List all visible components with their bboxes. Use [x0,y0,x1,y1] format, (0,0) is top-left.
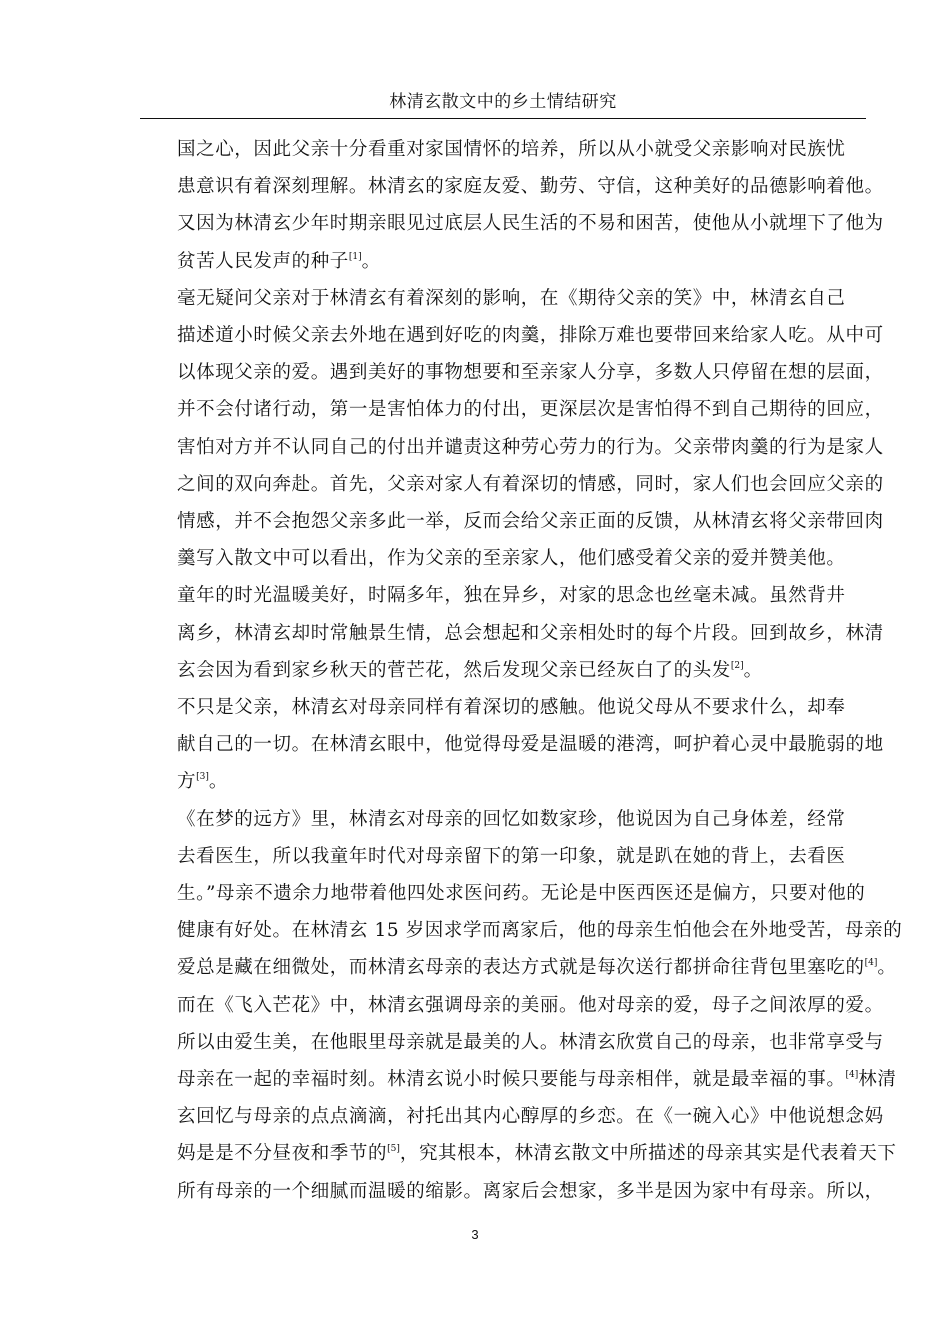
text-line: 而在《飞入芒花》中，林清玄强调母亲的美丽。他对母亲的爱，母子之间浓厚的爱。 [177,994,884,1016]
text-line: 患意识有着深刻理解。林清玄的家庭友爱、勤劳、守信，这种美好的品德影响着他。 [177,176,884,198]
text-line: 所有母亲的一个细腻而温暖的缩影。离家后会想家，多半是因为家中有母亲。所以， [177,1180,884,1202]
text-line: 健康有好处。在林清玄 15 岁因求学而离家后，他的母亲生怕他会在外地受苦，母亲的 [177,920,903,942]
text-line: 玄回忆与母亲的点点滴滴，衬托出其内心醇厚的乡恋。在《一碗入心》中他说想念妈 [177,1106,884,1128]
citation-marker: [1] [348,251,362,262]
text-line: 《在梦的远方》里，林清玄对母亲的回忆如数家珍，他说因为自己身体差，经常 [177,808,846,830]
citation-marker: [5] [387,1144,400,1155]
paragraph [140,801,903,1210]
text-line: 以体现父亲的爱。遇到美好的事物想要和至亲家人分享，多数人只停留在想的层面， [177,362,884,384]
text-line: 玄会因为看到家乡秋天的菅芒花，然后发现父亲已经灰白了的头发[2]。 [177,659,763,681]
page-number: 3 [471,1227,479,1242]
text-line: 描述道小时候父亲去外地在遇到好吃的肉羹，排除万难也要带回来给家人吃。从中可 [177,325,884,347]
text-line: 羹写入散文中可以看出，作为父亲的至亲家人，他们感受着父亲的爱并赞美他。 [177,548,846,570]
text-line: 童年的时光温暖美好，时隔多年，独在异乡，对家的思念也丝毫未减。虽然背井 [177,585,846,607]
paragraph [140,689,884,801]
header-rule [140,118,866,119]
text-line: 所以由爱生美，在他眼里母亲就是最美的人。林清玄欣赏自己的母亲，也非常享受与 [177,1031,884,1053]
text-line: 妈是是不分昼夜和季节的[5]，究其根本，林清玄散文中所描述的母亲其实是代表着天下 [177,1143,897,1165]
text-line: 情感，并不会抱怨父亲多此一举，反而会给父亲正面的反馈，从林清玄将父亲带回肉 [177,511,884,533]
text-line: 国之心，因此父亲十分看重对家国情怀的培养，所以从小就受父亲影响对民族忧 [177,139,846,160]
text-line: 去看医生，所以我童年时代对母亲留下的第一印象，就是趴在她的背上，去看医 [177,845,846,867]
citation-marker: [4] [864,958,878,969]
text-line: 离乡，林清玄却时常触景生情，总会想起和父亲相处时的每个片段。回到故乡，林清 [177,622,884,644]
text-line: 害怕对方并不认同自己的付出并谴责这种劳心劳力的行为。父亲带肉羹的行为是家人 [177,436,884,458]
body-text [140,131,903,1210]
text-line: 之间的双向奔赴。首先，父亲对家人有着深切的情感，同时，家人们也会回应父亲的 [177,473,884,495]
paragraph [140,131,884,280]
text-line: 献自己的一切。在林清玄眼中，他觉得母爱是温暖的港湾，呵护着心灵中最脆弱的地 [177,734,884,756]
text-line: 爱总是藏在细微处，而林清玄母亲的表达方式就是每次送行都拼命往背包里塞吃的[4]。 [177,957,897,979]
citation-marker: [3] [196,772,209,783]
text-line: 不只是父亲，林清玄对母亲同样有着深切的感触。他说父母从不要求什么，却奉 [177,697,846,719]
text-line: 又因为林清玄少年时期亲眼见过底层人民生活的不易和困苦，使他从小就埋下了他为 [177,213,884,235]
paragraph [140,577,884,689]
text-line: 生。”母亲不遗余力地带着他四处求医问药。无论是中医西医还是偏方，只要对他的 [177,883,866,905]
text-line: 贫苦人民发声的种子[1]。 [177,250,381,272]
running-header: 林清玄散文中的乡土情结研究 [389,92,617,112]
text-line: 毫无疑问父亲对于林清玄有着深刻的影响，在《期待父亲的笑》中，林清玄自己 [177,287,846,309]
citation-marker: [2] [730,660,744,671]
text-line: 母亲在一起的幸福时刻。林清玄说小时候只要能与母亲相伴，就是最幸福的事。[4]林清 [177,1069,897,1091]
text-line: 方[3]。 [177,771,228,793]
citation-marker: [4] [845,1070,859,1081]
text-line: 并不会付诸行动，第一是害怕体力的付出，更深层次是害怕得不到自己期待的回应， [177,399,884,421]
paragraph [140,280,884,578]
